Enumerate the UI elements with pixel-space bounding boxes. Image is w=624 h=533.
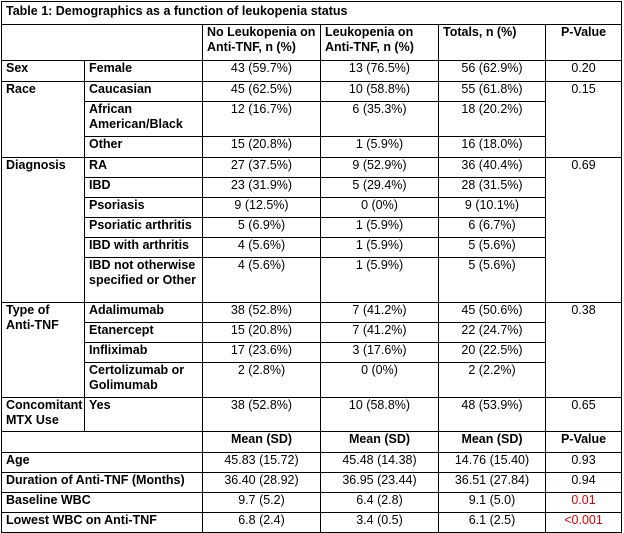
cell-no-leukopenia: 6.8 (2.4) [203,513,321,533]
cell-leukopenia: 13 (76.5%) [321,61,439,82]
cell-total: 2 (2.2%) [439,363,546,398]
cell-no-leukopenia: 4 (5.6%) [203,258,321,303]
row-label: IBD with arthritis [85,238,203,258]
table-row [2,363,622,398]
group-label-sex: Sex [2,61,85,82]
cell-total: 22 (24.7%) [439,323,546,343]
table-row [2,82,622,102]
cell-no-leukopenia: 38 (52.8%) [203,398,321,432]
cell-leukopenia: 3.4 (0.5) [321,513,439,533]
cell-total: 16 (18.0%) [439,137,546,158]
cell-no-leukopenia: 45 (62.5%) [203,82,321,102]
header-blank-cell [2,25,203,61]
cell-leukopenia: 6.4 (2.8) [321,493,439,513]
cell-leukopenia: 1 (5.9%) [321,238,439,258]
group-label-diagnosis: Diagnosis [2,158,85,303]
cell-leukopenia: 7 (41.2%) [321,303,439,323]
table-row [2,102,622,137]
table-row [2,238,622,258]
row-label: Certolizumab or Golimumab [85,363,203,398]
row-label: Yes [85,398,203,432]
row-label: IBD [85,178,203,198]
cell-total: 56 (62.9%) [439,61,546,82]
header-leukopenia: Leukopenia on Anti-TNF, n (%) [321,25,439,61]
cell-no-leukopenia: 9 (12.5%) [203,198,321,218]
cell-leukopenia: 10 (58.8%) [321,82,439,102]
cell-total: 9.1 (5.0) [439,493,546,513]
cell-leukopenia: 5 (29.4%) [321,178,439,198]
table-row [2,258,622,303]
cell-total: 5 (5.6%) [439,258,546,303]
cell-total: 20 (22.5%) [439,343,546,363]
cell-no-leukopenia: 17 (23.6%) [203,343,321,363]
table-row [2,178,622,198]
cell-no-leukopenia: 27 (37.5%) [203,158,321,178]
cell-total: 14.76 (15.40) [439,453,546,473]
table-row [2,323,622,343]
table-row [2,137,622,158]
table-row [2,343,622,363]
table-row [2,398,622,432]
cell-no-leukopenia: 43 (59.7%) [203,61,321,82]
cell-total: 45 (50.6%) [439,303,546,323]
mean-header-leukopenia: Mean (SD) [321,432,439,453]
cell-leukopenia: 0 (0%) [321,198,439,218]
table-row [2,218,622,238]
table-row [2,513,622,533]
mean-header-pvalue: P-Value [546,432,622,453]
cell-no-leukopenia: 4 (5.6%) [203,238,321,258]
cell-leukopenia: 9 (52.9%) [321,158,439,178]
cell-total: 28 (31.5%) [439,178,546,198]
table-title: Table 1: Demographics as a function of leukopenia status [2,2,622,25]
row-label: Psoriasis [85,198,203,218]
row-label: RA [85,158,203,178]
table-row [2,158,622,178]
cell-total: 5 (5.6%) [439,238,546,258]
cell-leukopenia: 36.95 (23.44) [321,473,439,493]
cell-no-leukopenia: 36.40 (28.92) [203,473,321,493]
demographics-table [1,1,622,533]
table-row [2,61,622,82]
row-label: Adalimumab [85,303,203,323]
cell-pvalue-significant: <0.001 [546,513,622,533]
row-label: Other [85,137,203,158]
cell-pvalue: 0.65 [546,398,622,432]
cell-no-leukopenia: 15 (20.8%) [203,323,321,343]
row-label: Psoriatic arthritis [85,218,203,238]
mean-header-row [2,432,622,453]
row-label: Duration of Anti-TNF (Months) [2,473,203,493]
row-label: African American/Black [85,102,203,137]
cell-leukopenia: 3 (17.6%) [321,343,439,363]
cell-total: 55 (61.8%) [439,82,546,102]
table-row [2,493,622,513]
table-row [2,303,622,323]
table-row [2,453,622,473]
cell-no-leukopenia: 2 (2.8%) [203,363,321,398]
cell-leukopenia: 6 (35.3%) [321,102,439,137]
cell-pvalue: 0.94 [546,473,622,493]
cell-no-leukopenia: 38 (52.8%) [203,303,321,323]
cell-leukopenia: 1 (5.9%) [321,137,439,158]
cell-total: 48 (53.9%) [439,398,546,432]
table-row [2,198,622,218]
cell-pvalue: 0.20 [546,61,622,82]
cell-leukopenia: 1 (5.9%) [321,258,439,303]
header-pvalue: P-Value [546,25,622,61]
row-label: Infliximab [85,343,203,363]
row-label: Etanercept [85,323,203,343]
row-label: IBD not otherwise specified or Other [85,258,203,303]
cell-pvalue: 0.93 [546,453,622,473]
group-label-mtx: Concomitant MTX Use [2,398,85,432]
cell-no-leukopenia: 5 (6.9%) [203,218,321,238]
mean-header-blank-cell [2,432,203,453]
mean-header-totals: Mean (SD) [439,432,546,453]
cell-total: 6 (6.7%) [439,218,546,238]
cell-leukopenia: 7 (41.2%) [321,323,439,343]
table-row [2,473,622,493]
table-container [1,1,621,529]
cell-pvalue: 0.15 [546,82,622,158]
cell-pvalue: 0.69 [546,158,622,303]
cell-no-leukopenia: 12 (16.7%) [203,102,321,137]
cell-total: 18 (20.2%) [439,102,546,137]
cell-no-leukopenia: 45.83 (15.72) [203,453,321,473]
row-label: Female [85,61,203,82]
header-no-leukopenia: No Leukopenia on Anti-TNF, n (%) [203,25,321,61]
group-label-anti-tnf: Type of Anti-TNF [2,303,85,398]
mean-header-no-leukopenia: Mean (SD) [203,432,321,453]
group-label-race: Race [2,82,85,158]
row-label: Lowest WBC on Anti-TNF [2,513,203,533]
cell-no-leukopenia: 23 (31.9%) [203,178,321,198]
cell-total: 36 (40.4%) [439,158,546,178]
cell-pvalue-significant: 0.01 [546,493,622,513]
cell-leukopenia: 45.48 (14.38) [321,453,439,473]
cell-total: 9 (10.1%) [439,198,546,218]
cell-total: 36.51 (27.84) [439,473,546,493]
cell-pvalue: 0.38 [546,303,622,398]
cell-leukopenia: 1 (5.9%) [321,218,439,238]
row-label: Baseline WBC [2,493,203,513]
cell-no-leukopenia: 15 (20.8%) [203,137,321,158]
cell-no-leukopenia: 9.7 (5.2) [203,493,321,513]
header-totals: Totals, n (%) [439,25,546,61]
cell-total: 6.1 (2.5) [439,513,546,533]
row-label: Age [2,453,203,473]
cell-leukopenia: 10 (58.8%) [321,398,439,432]
row-label: Caucasian [85,82,203,102]
cell-leukopenia: 0 (0%) [321,363,439,398]
